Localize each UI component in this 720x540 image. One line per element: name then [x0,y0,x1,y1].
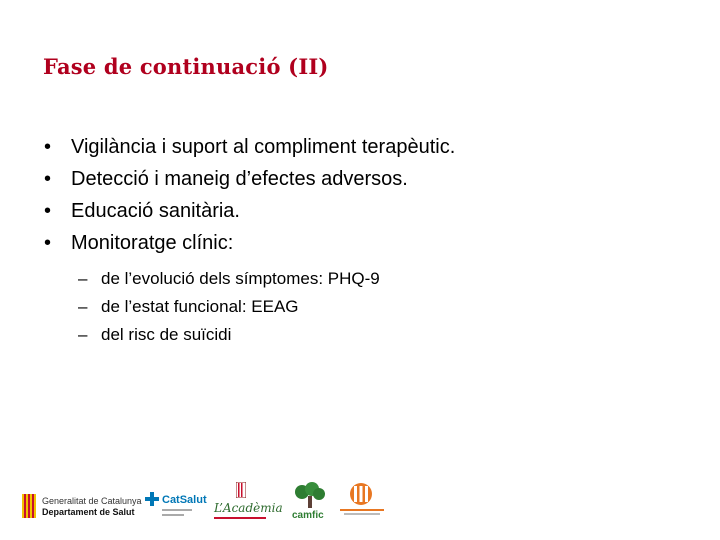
society-emblem-icon [346,482,376,506]
camfic-text: camfic [292,510,324,521]
academia-logo [212,482,283,522]
sub-bullet-text: de l’evolució dels símptomes: PHQ-9 [101,269,380,288]
dash-marker: – [78,269,88,288]
catsalut-cross-icon [145,492,159,506]
catsalut-subline [162,514,184,516]
bullet-marker: • [44,200,52,222]
catsalut-text: CatSalut [162,494,207,506]
academia-emblem-icon [236,482,246,498]
bullet-marker: • [44,136,52,158]
bullet-marker: • [44,232,52,254]
sub-bullet-text: de l’estat funcional: EEAG [101,297,299,316]
dash-marker: – [78,325,88,344]
society-subline [344,513,380,515]
slide-title: Fase de continuació (II) [43,54,329,79]
camfic-logo [290,482,330,524]
gencat-line2: Departament de Salut [42,507,135,517]
academia-text: L’Acadèmia [214,501,283,515]
society-subline [340,509,384,511]
academia-underline [214,517,266,519]
bullet-text: Vigilància i suport al compliment terapèutic. [71,136,456,158]
camfic-tree-icon [292,482,328,508]
gencat-line1: Generalitat de Catalunya [42,496,142,506]
gencat-emblem-icon [22,494,36,518]
bullet-text: Detecció i maneig d’efectes adversos. [71,168,408,190]
sub-bullet-text: del risc de suïcidi [101,325,232,344]
catsalut-logo [145,490,207,522]
catsalut-subline [162,509,192,511]
bullet-text: Monitoratge clínic: [71,232,234,254]
bullet-marker: • [44,168,52,190]
footer-logos [0,478,720,528]
gencat-logo [22,492,142,520]
bullet-text: Educació sanitària. [71,200,240,222]
dash-marker: – [78,297,88,316]
society-logo [338,482,386,522]
